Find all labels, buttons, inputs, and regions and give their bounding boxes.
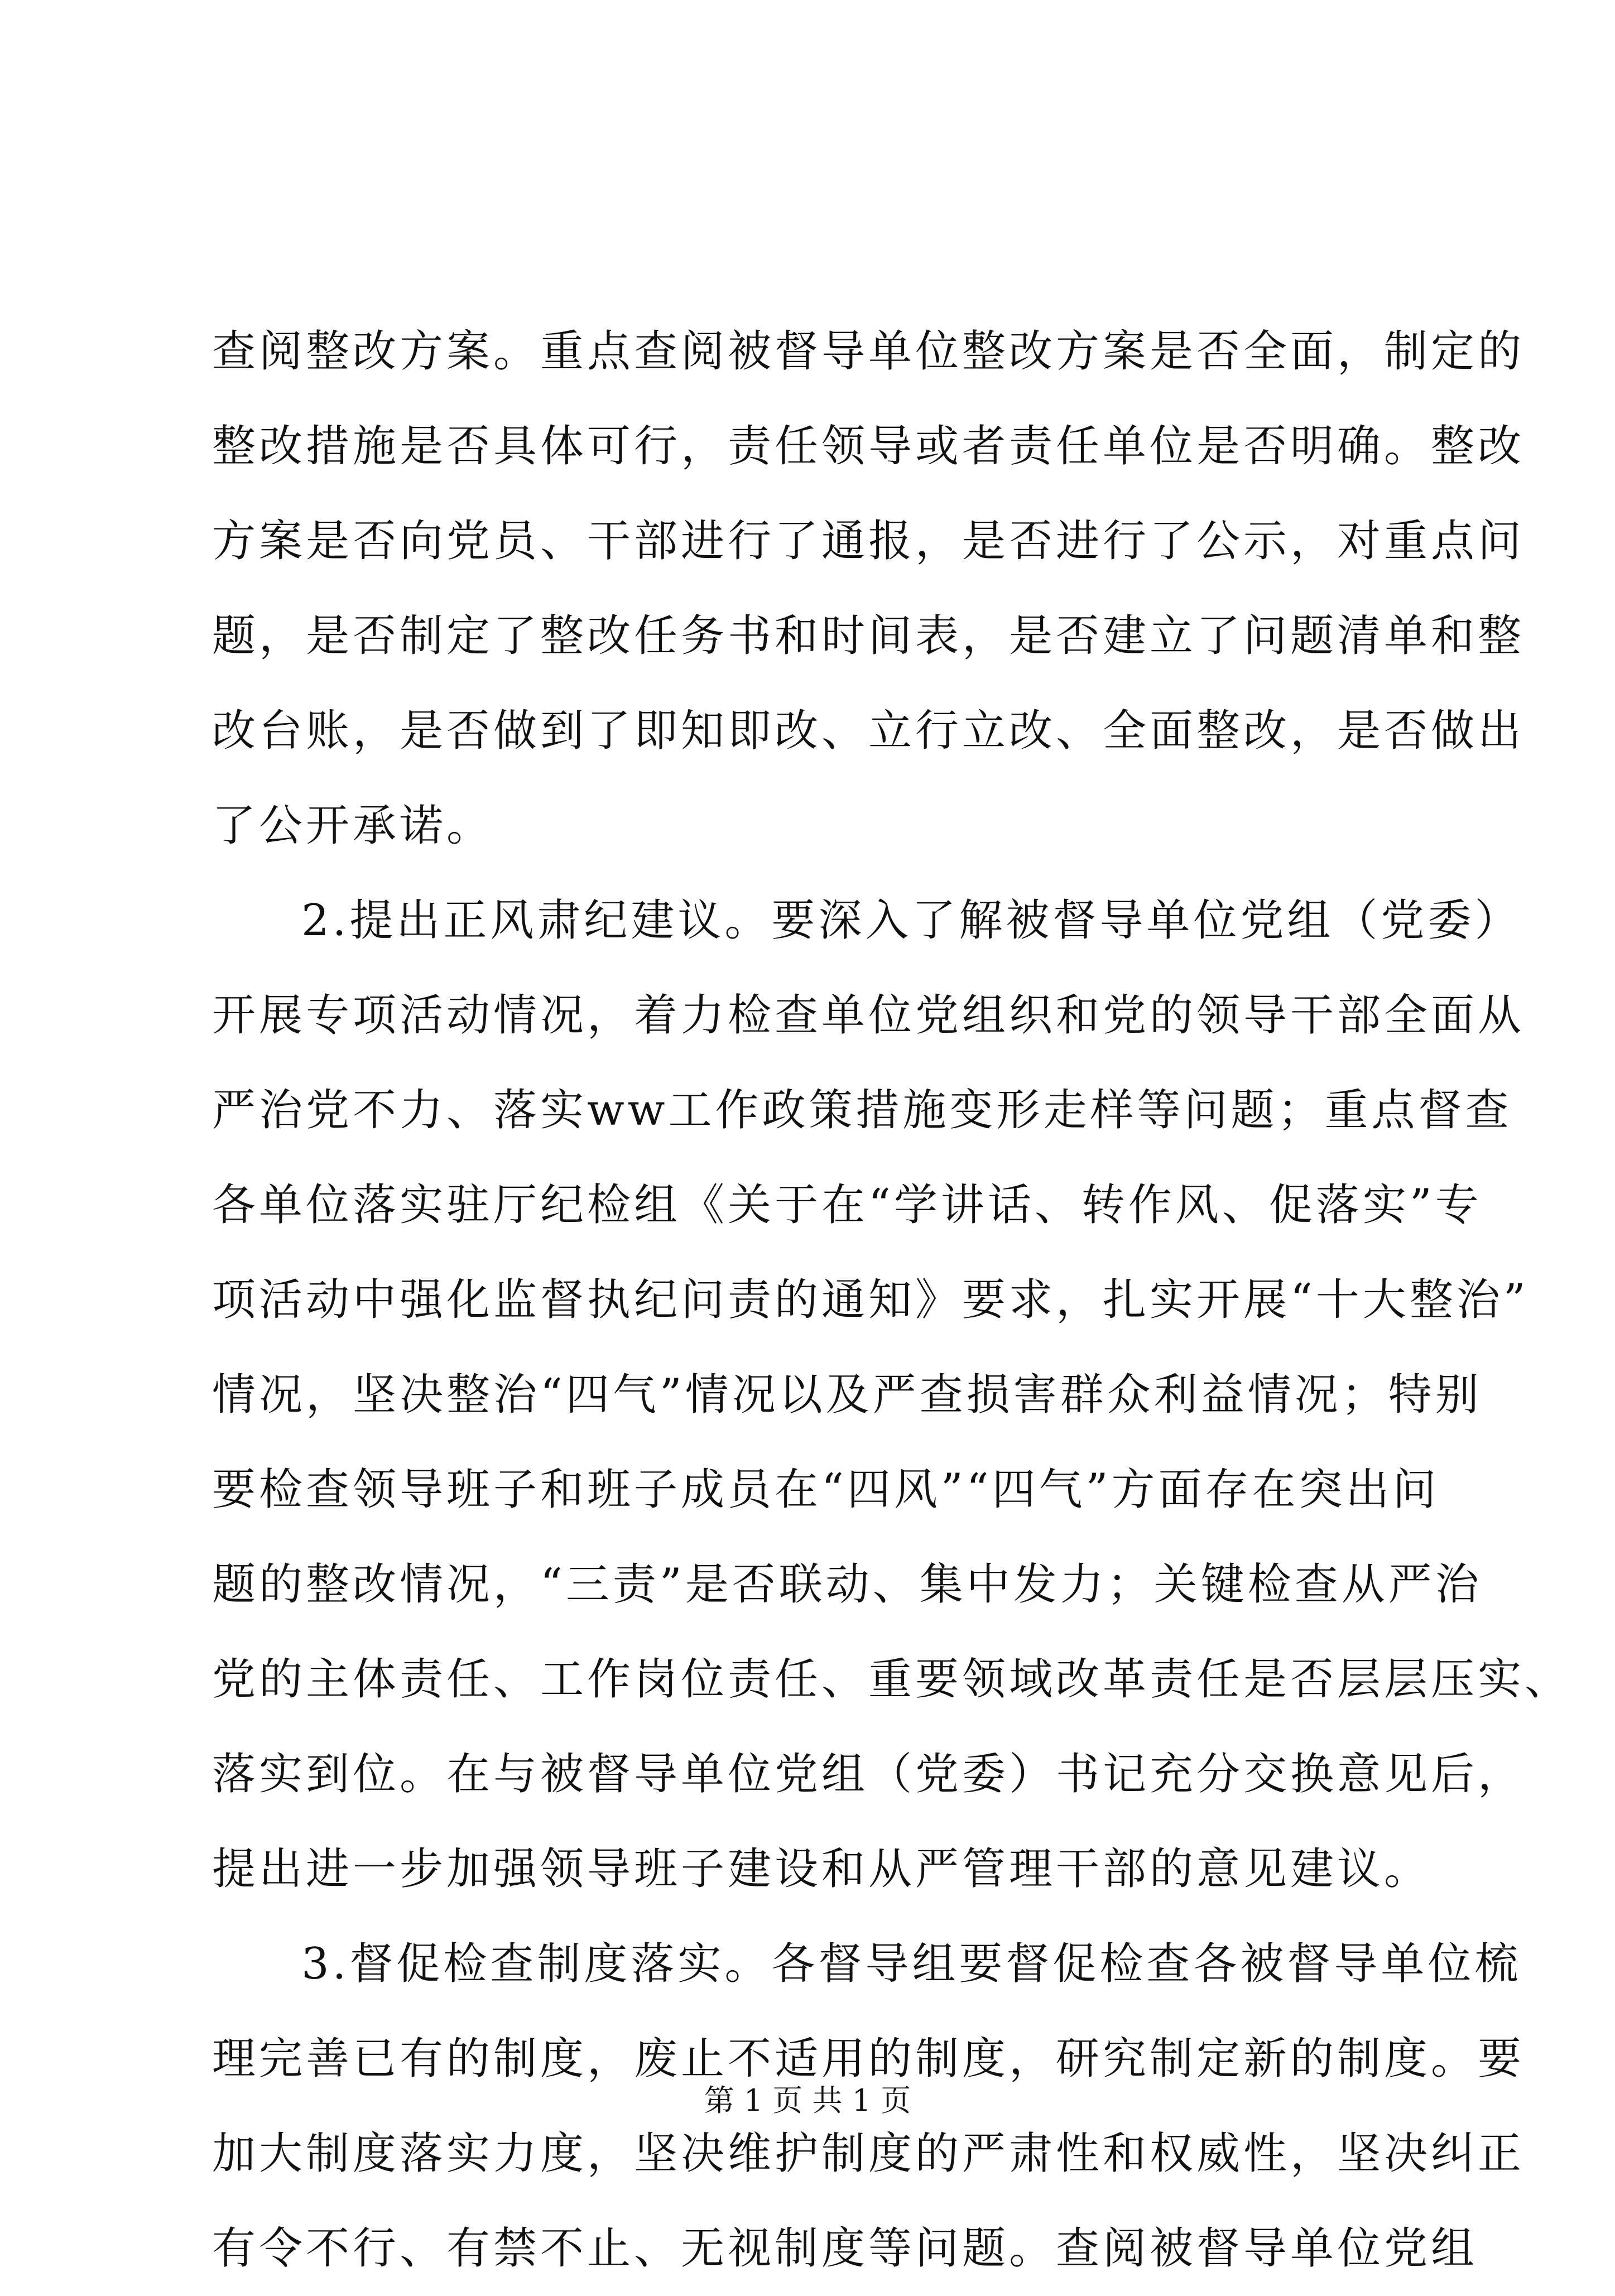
paragraph-2-line-1: 2.提出正风肃纪建议。要深入了解被督导单位党组（党委） [301, 896, 1522, 946]
paragraph-2-line-8: 题的整改情况，“三责”是否联动、集中发力；关键检查从严治 [212, 1559, 1482, 1610]
paragraph-2-line-5: 项活动中强化监督执纪问责的通知》要求，扎实开展“十大整治” [212, 1275, 1529, 1325]
paragraph-2-line-7: 要检查领导班子和班子成员在“四风”“四气”方面存在突出问 [212, 1465, 1440, 1515]
paragraph-2-line-11: 提出进一步加强领导班子建设和从严管理干部的意见建议。 [212, 1844, 1431, 1894]
paragraph-3-line-1: 3.督促检查制度落实。各督导组要督促检查各被督导单位梳 [301, 1939, 1522, 1989]
page-footer: 第 1 页 共 1 页 [704, 2083, 911, 2118]
paragraph-3-line-2: 理完善已有的制度，废止不适用的制度，研究制定新的制度。要 [212, 2034, 1525, 2084]
paragraph-3-line-4: 有令不行、有禁不止、无视制度等问题。查阅被督导单位党组 [212, 2223, 1478, 2274]
paragraph-2-line-4: 各单位落实驻厅纪检组《关于在“学讲话、转作风、促落实”专 [212, 1180, 1482, 1230]
paragraph-2-line-2: 开展专项活动情况，着力检查单位党组织和党的领导干部全面从 [212, 990, 1525, 1041]
paragraph-2-line-3: 严治党不力、落实ww工作政策措施变形走样等问题；重点督查 [212, 1085, 1512, 1135]
paragraph-2-line-9: 党的主体责任、工作岗位责任、重要领域改革责任是否层层压实、 [212, 1654, 1572, 1705]
paragraph-1-line-4: 题，是否制定了整改任务书和时间表，是否建立了问题清单和整 [212, 611, 1525, 661]
paragraph-1-line-3: 方案是否向党员、干部进行了通报，是否进行了公示，对重点问 [212, 516, 1525, 566]
paragraph-2-line-10: 落实到位。在与被督导单位党组（党委）书记充分交换意见后， [212, 1749, 1525, 1799]
paragraph-1-line-2: 整改措施是否具体可行，责任领导或者责任单位是否明确。整改 [212, 421, 1525, 471]
paragraph-3-line-3: 加大制度落实力度，坚决维护制度的严肃性和权威性，坚决纠正 [212, 2129, 1525, 2179]
paragraph-1-line-6: 了公开承诺。 [212, 801, 494, 851]
paragraph-1-line-1: 查阅整改方案。重点查阅被督导单位整改方案是否全面，制定的 [212, 326, 1525, 377]
paragraph-1-line-5: 改台账，是否做到了即知即改、立行立改、全面整改，是否做出 [212, 706, 1525, 756]
document-body [212, 304, 1572, 2296]
paragraph-2-line-6: 情况，坚决整治“四气”情况以及严查损害群众利益情况；特别 [212, 1370, 1482, 1420]
